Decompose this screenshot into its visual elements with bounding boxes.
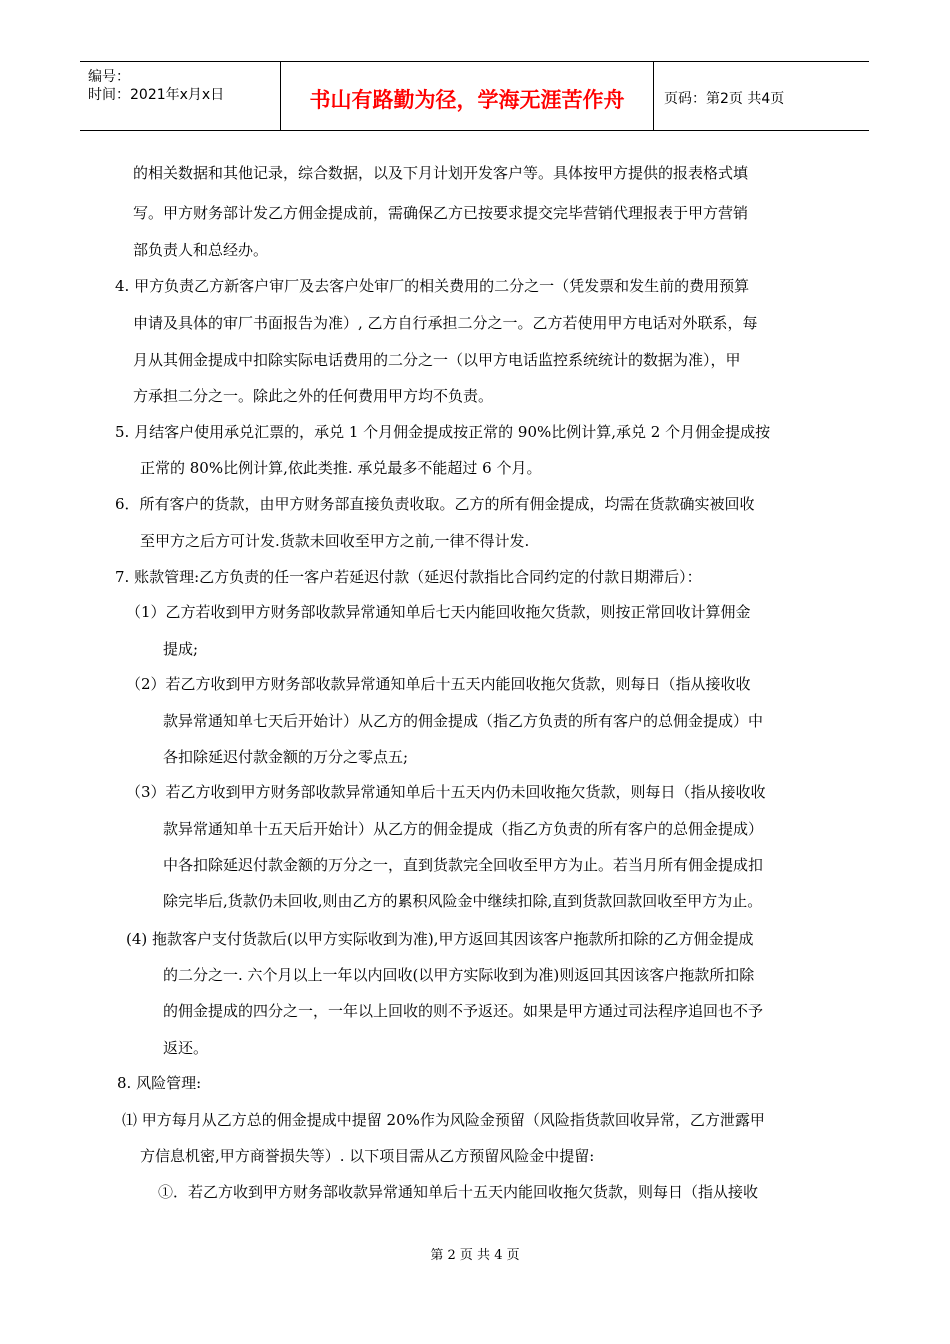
header-page-cell: [654, 62, 869, 130]
body-line: 写。甲方财务部计发乙方佣金提成前，需确保乙方已按要求提交完毕营销代理报表于甲方营销: [133, 204, 749, 222]
body-line: 方信息机密,甲方商誉损失等）. 以下项目需从乙方预留风险金中提留:: [140, 1147, 595, 1165]
body-line: 提成;: [163, 640, 199, 658]
body-line: 5. 月结客户使用承兑汇票的，承兑 1 个月佣金提成按正常的 90%比例计算,承兑 2 个月佣金提成按: [115, 423, 771, 441]
body-line: ⑴ 甲方每月从乙方总的佣金提成中提留 20%作为风险金预留（风险指货款回收异常，乙方泄露甲: [122, 1111, 765, 1129]
header-info-cell: [80, 62, 281, 130]
page-header: [80, 61, 869, 131]
body-line: 4. 甲方负责乙方新客户审厂及去客户处审厂的相关费用的二分之一（凭发票和发生前的费用预算: [115, 277, 750, 295]
body-line: 的二分之一. 六个月以上一年以内回收(以甲方实际收到为准)则返回其因该客户拖款所扣除: [163, 966, 755, 984]
document-time-label: 时间：2021年x月x日: [88, 87, 225, 103]
header-motto-cell: [281, 62, 654, 130]
body-line: 申请及具体的审厂书面报告为准）, 乙方自行承担二分之一。乙方若使用甲方电话对外联系，每: [133, 314, 758, 332]
body-line: 至甲方之后方可计发.货款未回收至甲方之前,一律不得计发.: [140, 532, 530, 550]
body-line: 款异常通知单十五天后开始计）从乙方的佣金提成（指乙方负责的所有客户的总佣金提成）: [163, 820, 764, 838]
body-line: 的相关数据和其他记录，综合数据，以及下月计划开发客户等。具体按甲方提供的报表格式填: [133, 164, 749, 182]
page-footer: 第 2 页 共 4 页: [430, 1248, 520, 1263]
body-line: 8. 风险管理:: [117, 1074, 202, 1092]
body-line: 7. 账款管理:乙方负责的任一客户若延迟付款（延迟付款指比合同约定的付款日期滞后）：: [115, 568, 702, 586]
body-line: 返还。: [163, 1039, 209, 1057]
body-line: 方承担二分之一。除此之外的任何费用甲方均不负责。: [133, 387, 494, 405]
body-line: （2）若乙方收到甲方财务部收款异常通知单后十五天内能回收拖欠货款，则每日（指从接收收: [126, 675, 751, 693]
body-line: 的佣金提成的四分之一，一年以上回收的则不予返还。如果是甲方通过司法程序追回也不予: [163, 1002, 764, 1020]
body-line: ①．若乙方收到甲方财务部收款异常通知单后十五天内能回收拖欠货款，则每日（指从接收: [158, 1183, 759, 1201]
body-line: （1）乙方若收到甲方财务部收款异常通知单后七天内能回收拖欠货款，则按正常回收计算佣金: [126, 603, 751, 621]
body-line: (4) 拖款客户支付货款后(以甲方实际收到为准),甲方返回其因该客户拖款所扣除的乙方佣金提成: [126, 930, 754, 948]
body-line: 各扣除延迟付款金额的万分之零点五;: [163, 748, 409, 766]
body-line: 除完毕后,货款仍未回收,则由乙方的累积风险金中继续扣除,直到货款回款回收至甲方为止。: [163, 892, 763, 910]
header-page-code: 页码：第2页 共4页: [664, 91, 785, 107]
body-line: 款异常通知单七天后开始计）从乙方的佣金提成（指乙方负责的所有客户的总佣金提成）中: [163, 712, 764, 730]
header-motto: 书山有路勤为径，学海无涯苦作舟: [309, 88, 625, 112]
body-line: 月从其佣金提成中扣除实际电话费用的二分之一（以甲方电话监控系统统计的数据为准），甲: [133, 351, 741, 369]
body-line: （3）若乙方收到甲方财务部收款异常通知单后十五天内仍未回收拖欠货款，则每日（指从接收收: [126, 783, 766, 801]
body-line: 正常的 80%比例计算,依此类推. 承兑最多不能超过 6 个月。: [140, 459, 542, 477]
document-number-label: 编号：: [88, 69, 130, 85]
body-line: 中各扣除延迟付款金额的万分之一，直到货款完全回收至甲方为止。若当月所有佣金提成扣: [163, 856, 764, 874]
body-line: 部负责人和总经办。: [133, 241, 269, 259]
body-line: 6．所有客户的货款，由甲方财务部直接负责收取。乙方的所有佣金提成，均需在货款确实被回收: [115, 495, 755, 513]
